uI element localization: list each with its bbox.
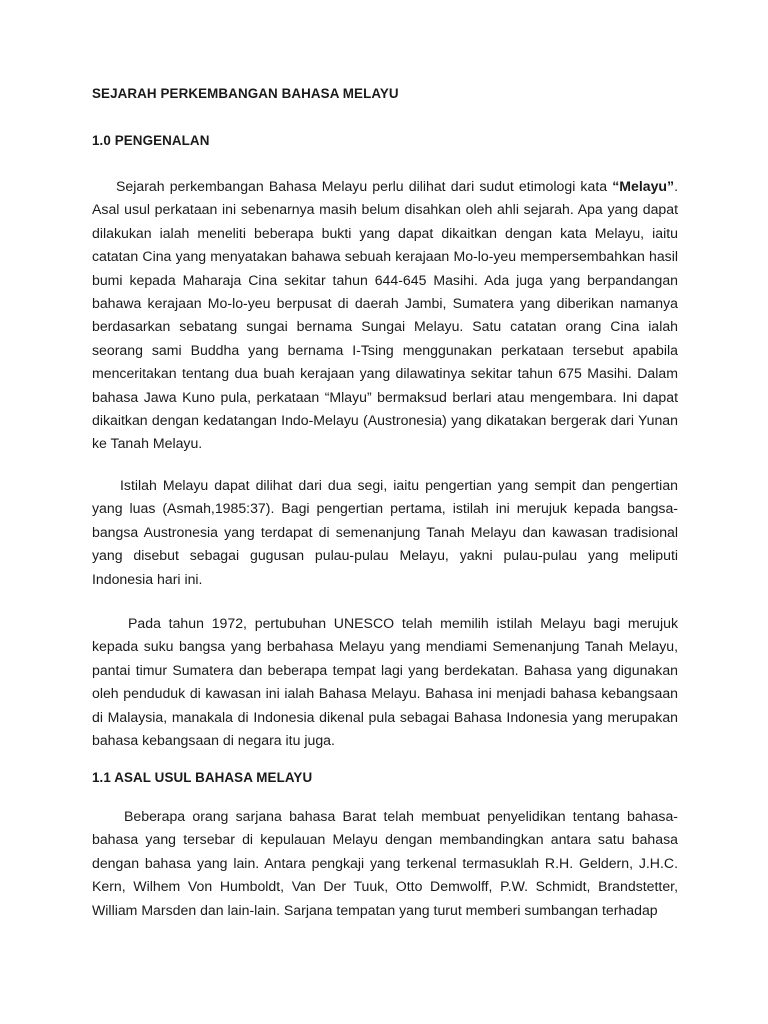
paragraph-text: . Asal usul perkataan ini sebenarnya masih belum disahkan oleh ahli sejarah. Apa yang dapat dilakukan ialah meneliti beberapa bukti yang dapat dikaitkan dengan kata Melayu, iaitu catatan Cina yang menyatakan bahawa sebuah kerajaan Mo-lo-yeu mempersembahkan hasil bumi kepada Maharaja Cina sekitar tahun 644-645 Masihi. Ada juga yang berpandangan bahawa kerajaan Mo-lo-yeu berpusat di daerah Jambi, Sumatera yang diberikan namanya berdasarkan sebatang sungai bernama Sungai Melayu. Satu catatan orang Cina ialah seorang sami Buddha yang bernama I-Tsing menggunakan perkataan tersebut apabila menceritakan tentang dua buah kerajaan yang dilawatinya sekitar tahun 675 Masihi. Dalam bahasa Jawa Kuno pula, perkataan “Mlayu” bermaksud berlari atau mengembara. Ini dapat dikaitkan dengan kedatangan Indo-Melayu (Austronesia) yang dikatakan bergerak dari Yunan ke Tanah Melayu. (92, 178, 678, 452)
paragraph-sarjana-bahasa: Beberapa orang sarjana bahasa Barat telah membuat penyelidikan tentang bahasa-bahasa yang tersebar di kepulauan Melayu dengan membandingkan antara satu bahasa dengan bahasa yang lain. Antara pengkaji yang terkenal termasuklah R.H. Geldern, J.H.C. Kern, Wilhem Von Humboldt, Van Der Tuuk, Otto Demwolff, P.W. Schmidt, Brandstetter, William Marsden dan lain-lain. Sarjana tempatan yang turut memberi sumbangan terhadap (92, 808, 678, 918)
document-title: SEJARAH PERKEMBANGAN BAHASA MELAYU (92, 86, 399, 101)
section-heading-pengenalan: 1.0 PENGENALAN (92, 133, 210, 148)
paragraph-etimologi-melayu (92, 175, 678, 456)
section-heading-asal-usul: 1.1 ASAL USUL BAHASA MELAYU (92, 770, 313, 785)
paragraph-unesco-1972: Pada tahun 1972, pertubuhan UNESCO telah memilih istilah Melayu bagi merujuk kepada suku bangsa yang berbahasa Melayu yang mendiami Semenanjung Tanah Melayu, pantai timur Sumatera dan beberapa tempat lagi yang berdekatan. Bahasa yang digunakan oleh penduduk di kawasan ini ialah Bahasa Melayu. Bahasa ini menjadi bahasa kebangsaan di Malaysia, manakala di Indonesia dikenal pula sebagai Bahasa Indonesia yang merupakan bahasa kebangsaan di negara itu juga. (92, 615, 678, 749)
bold-term-melayu: “Melayu” (612, 178, 675, 194)
paragraph-istilah-melayu: Istilah Melayu dapat dilihat dari dua segi, iaitu pengertian yang sempit dan pengertian yang luas (Asmah,1985:37). Bagi pengertian pertama, istilah ini merujuk kepada bangsa-bangsa Austronesia yang terdapat di semenanjung Tanah Melayu dan kawasan tradisional yang disebut sebagai gugusan pulau-pulau Melayu, yakni pulau-pulau yang meliputi Indonesia hari ini. (92, 477, 678, 587)
paragraph-text: Sejarah perkembangan Bahasa Melayu perlu dilihat dari sudut etimologi kata (116, 178, 613, 194)
